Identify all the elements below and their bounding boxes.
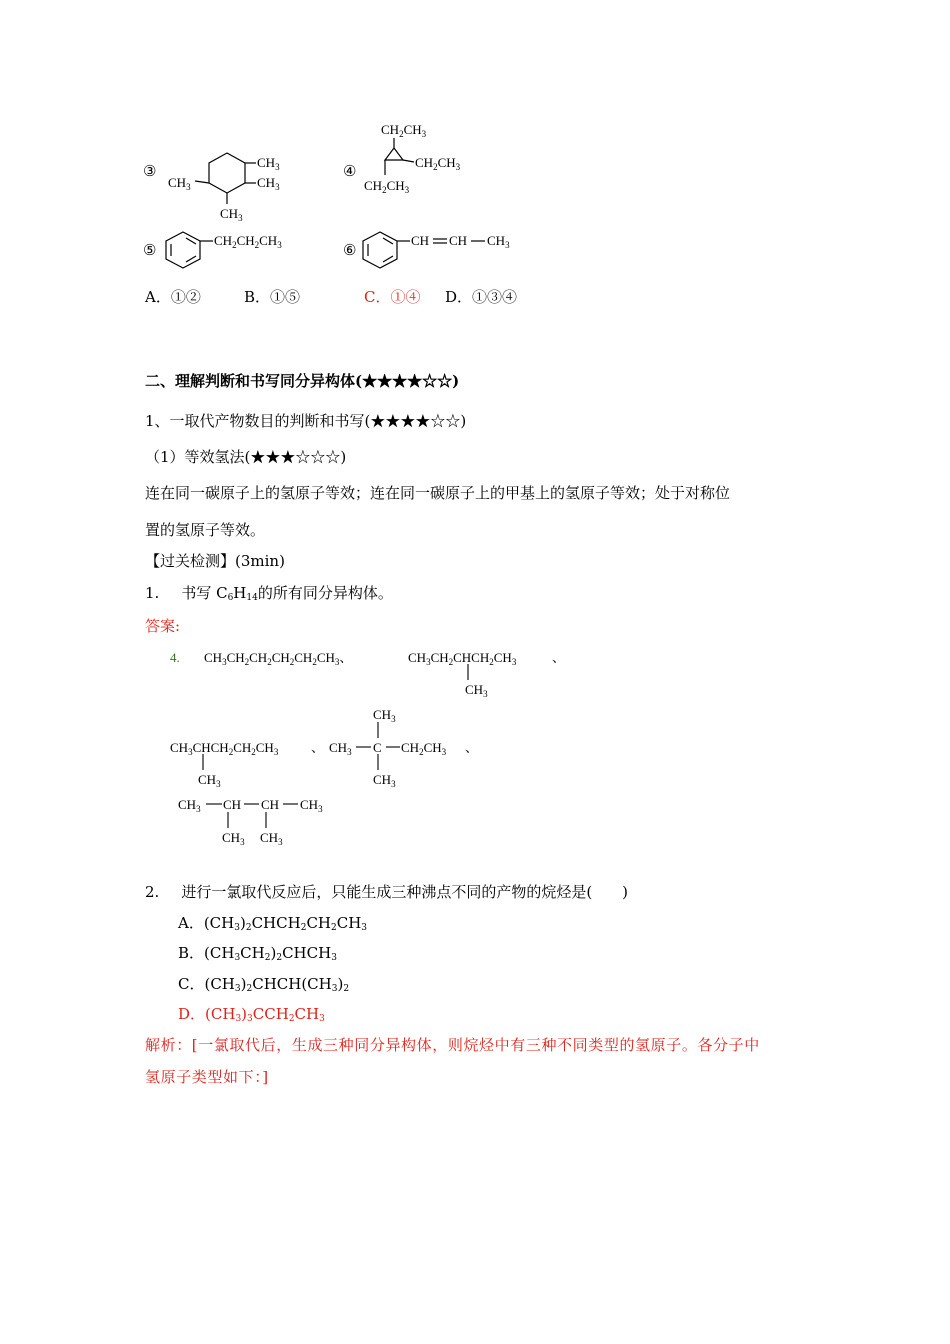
answer-label: 答案: bbox=[145, 617, 181, 635]
cyclopropane-ring bbox=[385, 148, 403, 160]
rule-line-1: 连在同一碳原子上的氢原子等效；连在同一碳原子上的甲基上的氢原子等效；处于对称位 bbox=[145, 484, 731, 502]
option-c: C．①④ bbox=[364, 288, 421, 306]
label-5: ⑤ bbox=[143, 243, 157, 259]
isomer-2: $CH_3CH_2CHCH_2CH_3$ bbox=[408, 650, 517, 667]
svg-text:CH3: $CH_3$ bbox=[465, 682, 488, 699]
s3-r2: CH bbox=[257, 175, 276, 190]
svg-text:CH2CH2CH3: $CH_2CH_2CH_3$ bbox=[214, 233, 282, 250]
svg-text:CH2CH3: $CH_2CH_3$ bbox=[381, 122, 427, 139]
svg-text:CH3: $CH_3$ bbox=[487, 233, 510, 250]
svg-text:CH3: $CH_3$ bbox=[198, 772, 221, 789]
q1-line: 1. 书写 $C_6H_{14}$的所有同分异构体。 bbox=[145, 584, 393, 603]
isomer-4: $CH_3$ bbox=[329, 740, 352, 757]
svg-text:CH3: $CH_3$ bbox=[222, 830, 245, 847]
isomer-1: $CH_3CH_2CH_2CH_2CH_2CH_3$、 bbox=[204, 650, 353, 667]
check-title: 【过关检测】(3min) bbox=[145, 552, 285, 570]
rule-line-2: 置的氢原子等效。 bbox=[145, 521, 266, 539]
isomer-5: $CH_3$ bbox=[178, 797, 201, 814]
option-b: B．①⑤ bbox=[244, 288, 301, 306]
svg-text:、: 、 bbox=[465, 740, 479, 755]
q2-number: 2. bbox=[145, 883, 160, 901]
s6-ch-c: CH bbox=[487, 233, 506, 248]
label-6: ⑥ bbox=[343, 243, 357, 259]
label-4: ④ bbox=[343, 164, 357, 180]
svg-text:CH: CH bbox=[261, 797, 280, 812]
svg-text:CH3: $CH_3$ bbox=[373, 707, 396, 724]
q2-text: 进行一氯取代反应后，只能生成三种沸点不同的产物的烷烃是( ) bbox=[181, 883, 629, 901]
isomer-3: $CH_3CHCH_2CH_2CH_3$ bbox=[170, 740, 279, 757]
svg-text:CH2CH3: $CH_2CH_3$ bbox=[415, 155, 461, 172]
svg-text:C: C bbox=[373, 740, 382, 755]
svg-text:CH3: $CH_3$ bbox=[257, 175, 280, 192]
q2-line bbox=[145, 881, 628, 902]
q1-text-c: 的所有同分异构体。 bbox=[257, 584, 393, 602]
svg-text:CH: CH bbox=[223, 797, 242, 812]
s6-ch-a: CH bbox=[411, 233, 430, 248]
ans-number: 4. bbox=[170, 650, 180, 665]
isomer-figures bbox=[0, 640, 950, 855]
q2-option-a: A．$(CH_3)_2CHCH_2CH_2CH_3$ bbox=[178, 914, 368, 933]
svg-text:CH2CH3: $CH_2CH_3$ bbox=[401, 740, 447, 757]
s6-ch-b: CH bbox=[449, 233, 468, 248]
subsection-1: 1、一取代产物数目的判断和书写(★★★★☆☆) bbox=[145, 412, 467, 430]
svg-text:CH3: $CH_3$ bbox=[168, 175, 191, 192]
svg-text:CH3: $CH_3$ bbox=[300, 797, 323, 814]
svg-text:、: 、 bbox=[552, 650, 566, 665]
analysis-line-2: 氢原子类型如下：] bbox=[145, 1068, 269, 1086]
s3-bottom: CH bbox=[220, 206, 239, 221]
label-3: ③ bbox=[143, 164, 157, 180]
analysis-line-1: 解析：[一氯取代后，生成三种同分异构体，则烷烃中有三种不同类型的氢原子。各分子中 bbox=[145, 1036, 760, 1054]
q2-option-d: D．$(CH_3)_3CCH_2CH_3$ bbox=[178, 1005, 325, 1024]
structure-figures bbox=[0, 0, 950, 280]
svg-text:CH3: $CH_3$ bbox=[257, 155, 280, 172]
svg-text:CH3: $CH_3$ bbox=[260, 830, 283, 847]
section-title: 二、理解判断和书写同分异构体(★★★★☆☆) bbox=[145, 372, 460, 390]
s4-left: CH bbox=[364, 178, 383, 193]
q1-number: 1. bbox=[145, 584, 160, 602]
svg-text:CH3: $CH_3$ bbox=[373, 772, 396, 789]
s4-top: CH bbox=[381, 122, 400, 137]
q2-option-b: B．$(CH_3CH_2)_2CHCH_3$ bbox=[178, 944, 337, 963]
option-d: D．①③④ bbox=[445, 288, 518, 306]
s4-right: CH bbox=[415, 155, 434, 170]
svg-text:CH2CH3: $CH_2CH_3$ bbox=[364, 178, 410, 195]
subsection-1-1: （1）等效氢法(★★★☆☆☆) bbox=[145, 448, 347, 466]
s5-chain: CH bbox=[214, 233, 233, 248]
cyclohexane-ring bbox=[209, 153, 245, 193]
svg-text:CH3: $CH_3$ bbox=[220, 206, 243, 223]
option-a: A．①② bbox=[145, 288, 201, 306]
s3-r1: CH bbox=[257, 155, 276, 170]
q1-text-a: 书写 C bbox=[181, 584, 228, 602]
q2-option-c: C．$(CH_3)_2CHCH(CH_3)_2$ bbox=[178, 975, 350, 994]
svg-text:、: 、 bbox=[311, 740, 325, 755]
s3-left: CH bbox=[168, 175, 187, 190]
